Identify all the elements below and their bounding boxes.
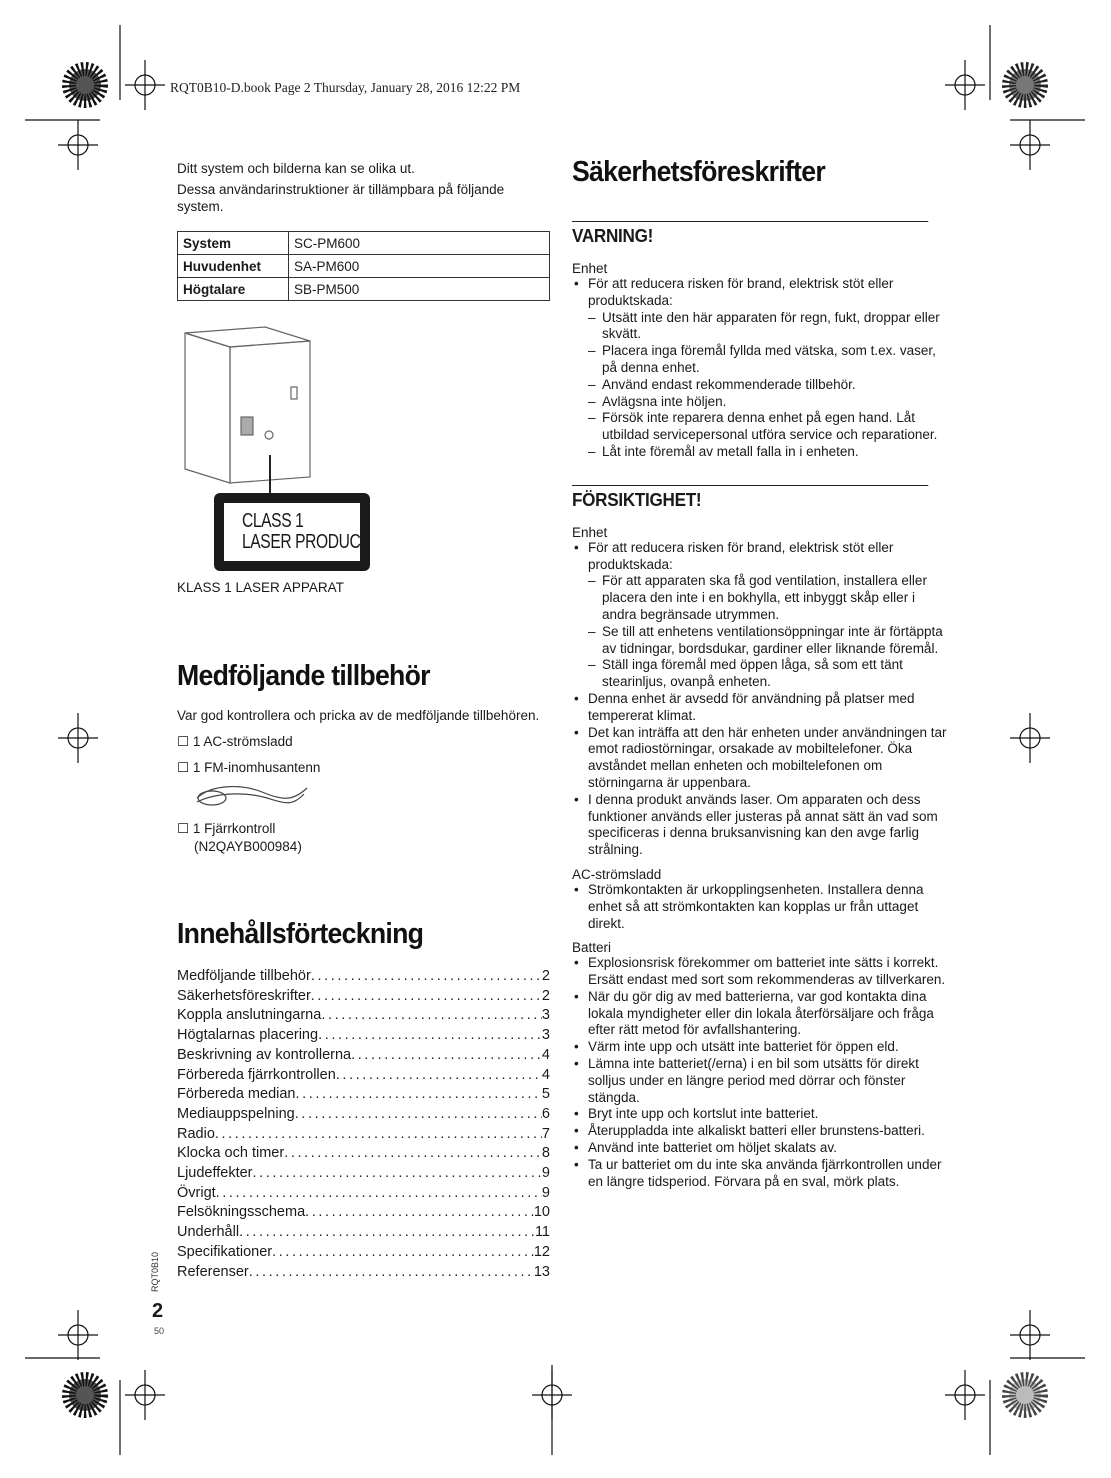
toc-entry-page: 9: [541, 1184, 550, 1201]
accessory-item: [177, 821, 552, 837]
toc-entry-page: 4: [541, 1066, 550, 1083]
toc-entry[interactable]: [177, 1125, 550, 1145]
toc-entry[interactable]: [177, 1006, 550, 1026]
toc-entry-page: 12: [533, 1243, 550, 1260]
warning-dash-item: – Använd endast rekommenderade tillbehör.: [572, 377, 947, 394]
toc-entry-page: 3: [541, 1027, 550, 1044]
intro-line-2: Dessa användarinstruktioner är tillämpbara på följande system.: [177, 182, 505, 214]
toc-entry-title: Övrigt: [177, 1184, 216, 1201]
warning-dash-item: – Avlägsna inte höljen.: [572, 394, 947, 411]
battery-bullet: • Värm inte upp och utsätt inte batteriet för öppen eld.: [572, 1039, 947, 1056]
checkbox-icon: ☐: [177, 734, 190, 749]
toc-entry-title: Referenser: [177, 1263, 249, 1280]
toc-entry-title: Koppla anslutningarna: [177, 1007, 322, 1024]
toc-entry[interactable]: [177, 1263, 550, 1283]
toc-entry[interactable]: [177, 1203, 550, 1223]
caution-heading: FÖRSIKTIGHET!: [572, 485, 928, 511]
toc-entry[interactable]: [177, 1085, 550, 1105]
toc-entry-page: 8: [541, 1145, 550, 1162]
battery-bullet: • Återuppladda inte alkaliskt batteri eller brunstens-batteri.: [572, 1123, 947, 1140]
toc-entry-page: 5: [541, 1086, 550, 1103]
antenna-icon: [192, 780, 312, 810]
caution-bullet: • För att reducera risken för brand, elektrisk stöt eller produktskada:: [572, 540, 947, 574]
toc-entry-title: Felsökningsschema: [177, 1204, 306, 1221]
spec-value: SA-PM600: [289, 255, 550, 278]
spec-value: SC-PM600: [289, 232, 550, 255]
toc-entry[interactable]: [177, 1164, 550, 1184]
toc-entry[interactable]: [177, 987, 550, 1007]
toc-entry[interactable]: [177, 1144, 550, 1164]
spec-label: Högtalare: [178, 278, 289, 301]
toc-entry-page: 11: [534, 1224, 550, 1241]
toc-entry-page: 9: [541, 1165, 550, 1182]
battery-bullet: • Ta ur batteriet om du inte ska använda fjärrkontrollen under en längre tidsperiod. Förvara på en sval, mörk plats.: [572, 1157, 947, 1191]
caution-dash-item: – För att apparaten ska få god ventilation, installera eller placera den inte i en bokhylla, ett inbyggt skåp eller i andra begränsade utrymmen.: [572, 573, 947, 623]
warning-dash-item: – Utsätt inte den här apparaten för regn, fukt, droppar eller skvätt.: [572, 310, 947, 344]
caution-dash-item: – Ställ inga föremål med öppen låga, så som ett tänt stearinljus, ovanpå enheten.: [572, 657, 947, 691]
table-row: [178, 255, 550, 278]
accessory-note: (N2QAYB000984): [194, 839, 302, 854]
warning-dash-item: – Placera inga föremål fyllda med vätska, som t.ex. vaser, på denna enhet.: [572, 343, 947, 377]
laser-label-box: [214, 493, 370, 571]
caution-bullet: • Denna enhet är avsedd för användning på platser med tempererat klimat.: [572, 691, 947, 725]
table-row: [178, 278, 550, 301]
spec-label: Huvudenhet: [178, 255, 289, 278]
toc-entry[interactable]: [177, 1243, 550, 1263]
accessory-text: 1 Fjärrkontroll: [192, 821, 276, 836]
accessory-text: 1 AC-strömsladd: [192, 734, 293, 749]
warning-section: [572, 221, 947, 461]
toc-entry-page: 6: [541, 1105, 550, 1122]
toc-entry[interactable]: [177, 1223, 550, 1243]
toc-entry-page: 7: [541, 1125, 550, 1142]
ac-bullet: • Strömkontakten är urkopplingsenheten. Installera denna enhet så att strömkontakten kan kopplas ur från uttaget direkt.: [572, 882, 947, 932]
laser-label-line-1: CLASS 1: [242, 510, 304, 532]
toc-entry-title: Specifikationer: [177, 1243, 273, 1260]
toc-entry-title: Ljudeffekter: [177, 1165, 253, 1182]
toc-entry-title: Säkerhetsföreskrifter: [177, 987, 311, 1004]
toc-entry-title: Medföljande tillbehör: [177, 968, 311, 984]
battery-heading: Batteri: [572, 940, 612, 956]
table-row: [178, 232, 550, 255]
checkbox-icon: ☐: [177, 821, 190, 836]
toc-entry-title: Mediauppspelning: [177, 1105, 295, 1122]
battery-bullet: • Lämna inte batteriet(/erna) i en bil som utsätts för direkt solljus under en längre period med dörrar och fönster stängda.: [572, 1056, 947, 1106]
caution-section: [572, 485, 947, 1191]
toc-entry[interactable]: [177, 1105, 550, 1125]
warning-dash-item: – Låt inte föremål av metall falla in i enheten.: [572, 444, 947, 461]
caution-bullet: • Det kan inträffa att den här enheten under användningen tar emot radiostörningar, orsakade av mobiltelefoner. Öka avståndet mellan enheten och mobiltelefonen om störningarna är uppenbara.: [572, 725, 947, 792]
caution-subheading: Enhet: [572, 524, 608, 540]
toc-entry-page: 10: [533, 1204, 550, 1221]
accessory-item: [177, 760, 552, 776]
accessories-intro: Var god kontrollera och pricka av de medföljande tillbehören.: [177, 708, 540, 723]
safety-title: Säkerhetsföreskrifter: [572, 156, 825, 188]
toc-entry-title: Högtalarnas placering: [177, 1027, 319, 1044]
warning-subheading: Enhet: [572, 261, 608, 276]
ac-heading: AC-strömsladd: [572, 866, 662, 882]
toc-entry-page: 4: [541, 1046, 550, 1063]
battery-bullet: • Bryt inte upp och kortslut inte batteriet.: [572, 1106, 947, 1123]
spec-value: SB-PM500: [289, 278, 550, 301]
toc-entry-title: Beskrivning av kontrollerna: [177, 1046, 352, 1063]
toc-entry[interactable]: [177, 1184, 550, 1204]
warning-heading: VARNING!: [572, 221, 928, 247]
battery-bullet: • Använd inte batteriet om höljet skalats av.: [572, 1140, 947, 1157]
caution-dash-item: – Se till att enhetens ventilationsöppningar inte är förtäppta av tidningar, bordsdukar, gardiner eller liknande föremål.: [572, 624, 947, 658]
left-column: [177, 160, 552, 1282]
toc-title: Innehållsförteckning: [177, 918, 424, 950]
caution-bullet: • I denna produkt används laser. Om apparaten och dess funktioner används eller justeras på annat sätt än vad som specificeras i denna bruksanvisning kan den avge farlig strålning.: [572, 792, 947, 859]
toc-entry-page: 13: [533, 1263, 550, 1280]
accessory-text: 1 FM-inomhusantenn: [192, 760, 321, 775]
document-code: RQT0B10: [150, 1251, 160, 1292]
toc-entry[interactable]: [177, 1026, 550, 1046]
toc-list: [177, 967, 550, 1282]
warning-bullet: • För att reducera risken för brand, elektrisk stöt eller produktskada:: [572, 276, 947, 310]
toc-entry-title: Underhåll: [177, 1224, 240, 1241]
callout-line: [269, 455, 271, 495]
battery-bullet: • Explosionsrisk förekommer om batteriet inte sätts i korrekt. Ersätt endast med sort som rekommenderas av tillverkaren.: [572, 955, 947, 989]
laser-illustration: [177, 325, 552, 575]
spec-table: [177, 231, 550, 301]
toc-entry[interactable]: [177, 1046, 550, 1066]
checkbox-icon: ☐: [177, 760, 190, 775]
toc-entry[interactable]: [177, 1066, 550, 1086]
device-drawing: [183, 325, 383, 490]
toc-entry-page: 2: [541, 968, 550, 984]
warning-dash-item: – Försök inte reparera denna enhet på egen hand. Låt utbildad servicepersonal utföra service och reparationer.: [572, 410, 947, 444]
toc-entry-page: 2: [541, 987, 550, 1004]
accessory-item: [177, 734, 552, 750]
toc-entry-title: Klocka och timer: [177, 1145, 285, 1162]
page-number: 2: [152, 1300, 164, 1322]
toc-entry-title: Förbereda fjärrkontrollen: [177, 1066, 336, 1083]
battery-bullet: • När du gör dig av med batterierna, var god kontakta dina lokala myndigheter eller din lokala återförsäljare och fråga efter rätt metod för avfallshantering.: [572, 989, 947, 1039]
laser-caption: KLASS 1 LASER APPARAT: [177, 580, 344, 595]
spec-label: System: [178, 232, 289, 255]
laser-label-line-2: LASER PRODUCT: [242, 531, 370, 553]
page-sub-number: 50: [154, 1326, 165, 1336]
right-column: [572, 152, 947, 1190]
toc-entry-title: Förbereda median: [177, 1086, 296, 1103]
intro-line-1: Ditt system och bilderna kan se olika ut.: [177, 161, 415, 176]
toc-entry-page: 3: [541, 1007, 550, 1024]
toc-entry-title: Radio: [177, 1125, 215, 1142]
toc-entry[interactable]: [177, 967, 550, 987]
print-header: RQT0B10-D.book Page 2 Thursday, January 28, 2016 12:22 PM: [170, 80, 521, 95]
accessories-title: Medföljande tillbehör: [177, 660, 430, 692]
